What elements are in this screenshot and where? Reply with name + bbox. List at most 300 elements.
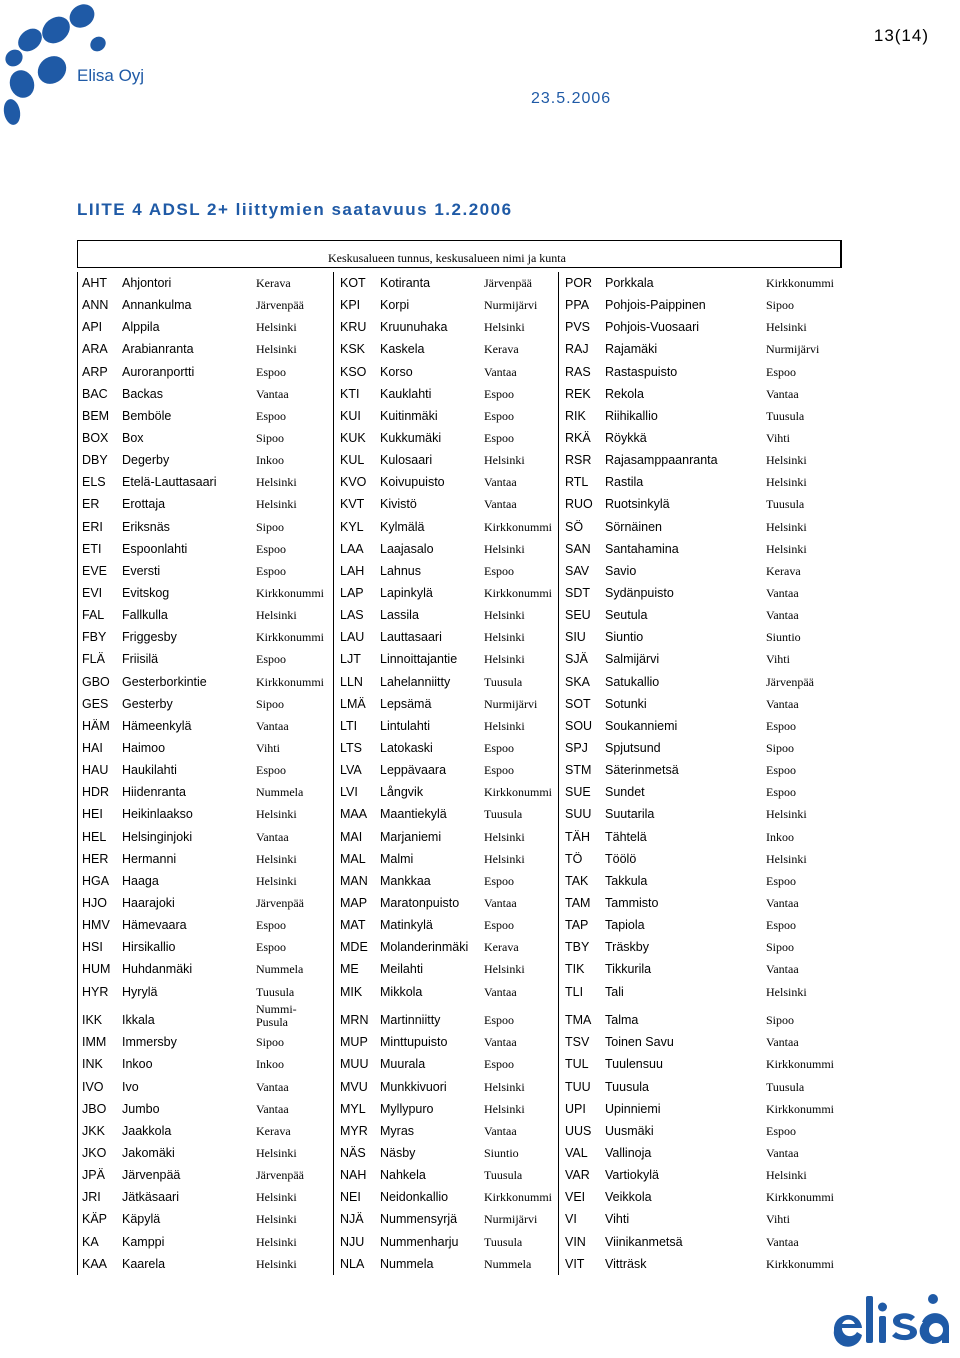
table-row bbox=[77, 471, 841, 493]
exchange-name: Vihti bbox=[605, 1212, 630, 1227]
municipality: Espoo bbox=[484, 430, 514, 445]
municipality: Vantaa bbox=[766, 895, 799, 910]
exchange-code: PVS bbox=[565, 320, 591, 335]
exchange-code: STM bbox=[565, 763, 592, 778]
exchange-name: Kamppi bbox=[122, 1234, 165, 1249]
exchange-name: Kauklahti bbox=[380, 386, 432, 401]
municipality: Nurmijärvi bbox=[484, 696, 538, 711]
municipality: Espoo bbox=[766, 785, 796, 800]
exchange-name: Kaskela bbox=[380, 342, 425, 357]
municipality: Helsinki bbox=[766, 851, 807, 866]
municipality: Kirkkonummi bbox=[766, 1057, 834, 1072]
exchange-name: Box bbox=[122, 430, 144, 445]
municipality: Järvenpää bbox=[256, 895, 304, 910]
exchange-code: LAP bbox=[340, 585, 364, 600]
exchange-code: SUU bbox=[565, 807, 592, 822]
municipality: Helsinki bbox=[766, 984, 807, 999]
exchange-code: MUP bbox=[340, 1035, 368, 1050]
exchange-code: LAA bbox=[340, 541, 364, 556]
exchange-code: JKO bbox=[82, 1145, 107, 1160]
municipality: Espoo bbox=[484, 740, 514, 755]
municipality: Helsinki bbox=[766, 320, 807, 335]
exchange-code: NAH bbox=[340, 1168, 367, 1183]
exchange-code: BAC bbox=[82, 386, 108, 401]
exchange-name: Lepsämä bbox=[380, 696, 432, 711]
municipality: Kirkkonummi bbox=[766, 276, 834, 290]
exchange-name: Säterinmetsä bbox=[605, 763, 679, 778]
municipality: Vantaa bbox=[256, 386, 289, 401]
municipality: Vantaa bbox=[256, 1101, 289, 1116]
municipality: Inkoo bbox=[256, 453, 284, 468]
exchange-name: Munkkivuori bbox=[380, 1079, 447, 1094]
exchange-name: Degerby bbox=[122, 453, 170, 468]
exchange-code: MDE bbox=[340, 940, 368, 955]
exchange-name: Kukkumäki bbox=[380, 430, 442, 445]
exchange-name: Vallinoja bbox=[605, 1145, 652, 1160]
municipality: Kerava bbox=[766, 563, 801, 578]
municipality: Nurmijärvi bbox=[766, 342, 820, 357]
municipality: Espoo bbox=[484, 873, 514, 888]
municipality: Nummela bbox=[484, 1256, 532, 1271]
table-row bbox=[77, 848, 841, 870]
exchange-name: Friggesby bbox=[122, 630, 177, 645]
table-caption: Keskusalueen tunnus, keskusalueen nimi ja kunta bbox=[328, 251, 566, 265]
municipality: Helsinki bbox=[484, 541, 525, 556]
exchange-code: TUL bbox=[565, 1057, 589, 1072]
exchange-name: Spjutsund bbox=[605, 740, 661, 755]
exchange-code: FAL bbox=[82, 608, 105, 623]
municipality: Helsinki bbox=[484, 1079, 525, 1094]
exchange-code: NLA bbox=[340, 1256, 365, 1271]
exchange-code: NJU bbox=[340, 1234, 365, 1249]
municipality: Kirkkonummi bbox=[766, 1256, 834, 1271]
municipality: Sipoo bbox=[256, 519, 285, 534]
exchange-name: Linnoittajantie bbox=[380, 652, 458, 667]
municipality: Helsinki bbox=[256, 320, 297, 335]
exchange-code: VAR bbox=[565, 1168, 590, 1183]
exchange-name: Huhdanmäki bbox=[122, 962, 193, 977]
table-row bbox=[77, 449, 841, 471]
exchange-code: VI bbox=[565, 1212, 577, 1227]
municipality: Espoo bbox=[256, 763, 286, 778]
municipality: Helsinki bbox=[766, 1168, 807, 1183]
municipality: Vantaa bbox=[766, 386, 799, 401]
municipality: Espoo bbox=[484, 563, 514, 578]
exchange-name: Mankkaa bbox=[380, 873, 431, 888]
exchange-code: TUU bbox=[565, 1079, 591, 1094]
exchange-code: PPA bbox=[565, 298, 590, 313]
exchange-code: JKK bbox=[82, 1123, 105, 1138]
table-row bbox=[77, 316, 841, 338]
exchange-name: Annankulma bbox=[122, 298, 192, 313]
table-row bbox=[77, 538, 841, 560]
exchange-code: MUU bbox=[340, 1057, 369, 1072]
municipality: Nummi-Pusula bbox=[256, 1001, 297, 1029]
exchange-code: MVU bbox=[340, 1079, 368, 1094]
exchange-code: KSO bbox=[340, 364, 367, 379]
exchange-name: Santahamina bbox=[605, 541, 679, 556]
table-caption-row bbox=[78, 241, 842, 268]
exchange-name: Ikkala bbox=[122, 1012, 155, 1027]
municipality: Tuusula bbox=[766, 497, 805, 512]
municipality: Vihti bbox=[766, 1212, 790, 1227]
exchange-code: LAU bbox=[340, 630, 365, 645]
exchange-name: Seutula bbox=[605, 608, 648, 623]
municipality: Kirkkonummi bbox=[484, 785, 552, 800]
exchange-code: RAJ bbox=[565, 342, 589, 357]
exchange-name: Lapinkylä bbox=[380, 585, 433, 600]
exchange-name: Hiidenranta bbox=[122, 785, 186, 800]
table-row bbox=[77, 914, 841, 936]
exchange-name: Tapiola bbox=[605, 918, 645, 933]
exchange-name: Sörnäinen bbox=[605, 519, 662, 534]
municipality: Kirkkonummi bbox=[484, 1190, 552, 1205]
exchange-name: Töölö bbox=[605, 851, 637, 866]
exchange-code: TLI bbox=[565, 984, 584, 999]
exchange-table bbox=[77, 272, 841, 1275]
exchange-name: Hyrylä bbox=[122, 984, 158, 999]
municipality: Tuusula bbox=[484, 807, 523, 822]
table-row bbox=[77, 1031, 841, 1053]
exchange-name: Espoonlahti bbox=[122, 541, 188, 556]
table-row bbox=[77, 737, 841, 759]
exchange-name: Kaarela bbox=[122, 1256, 166, 1271]
exchange-name: Siuntio bbox=[605, 630, 644, 645]
table-header-box bbox=[77, 240, 842, 268]
table-row bbox=[77, 1003, 841, 1032]
municipality: Tuusula bbox=[256, 984, 295, 999]
municipality: Espoo bbox=[484, 1012, 514, 1027]
table-row bbox=[77, 427, 841, 449]
municipality: Helsinki bbox=[256, 851, 297, 866]
municipality: Vantaa bbox=[256, 718, 289, 733]
municipality: Vantaa bbox=[766, 696, 799, 711]
exchange-code: REK bbox=[565, 386, 591, 401]
exchange-code: HYR bbox=[82, 984, 109, 999]
municipality: Helsinki bbox=[766, 807, 807, 822]
municipality: Helsinki bbox=[256, 1234, 297, 1249]
municipality: Helsinki bbox=[484, 652, 525, 667]
table-row bbox=[77, 582, 841, 604]
exchange-code: JBO bbox=[82, 1101, 107, 1116]
exchange-name: Jumbo bbox=[122, 1101, 160, 1116]
exchange-name: Korpi bbox=[380, 298, 410, 313]
municipality: Helsinki bbox=[766, 453, 807, 468]
exchange-code: KA bbox=[82, 1234, 99, 1249]
exchange-name: Tuulensuu bbox=[605, 1057, 663, 1072]
exchange-name: Haarajoki bbox=[122, 895, 175, 910]
exchange-name: Erottaja bbox=[122, 497, 166, 512]
exchange-name: Upinniemi bbox=[605, 1101, 661, 1116]
municipality: Espoo bbox=[766, 1123, 796, 1138]
municipality: Nurmijärvi bbox=[484, 1212, 538, 1227]
exchange-code: NJÄ bbox=[340, 1212, 364, 1227]
municipality: Tuusula bbox=[766, 1079, 805, 1094]
exchange-code: TBY bbox=[565, 940, 590, 955]
exchange-name: Rajamäki bbox=[605, 342, 658, 357]
exchange-name: Jakomäki bbox=[122, 1145, 175, 1160]
exchange-name: Lahnus bbox=[380, 563, 422, 578]
exchange-name: Tammisto bbox=[605, 895, 659, 910]
exchange-name: Maratonpuisto bbox=[380, 895, 460, 910]
exchange-code: SKA bbox=[565, 674, 591, 689]
exchange-code: LTI bbox=[340, 718, 358, 733]
table-row bbox=[77, 1253, 841, 1275]
page-number: 13(14) bbox=[873, 26, 929, 45]
exchange-code: SIU bbox=[565, 630, 586, 645]
exchange-code: SAV bbox=[565, 563, 590, 578]
exchange-name: Näsby bbox=[380, 1145, 416, 1160]
exchange-name: Röykkä bbox=[605, 430, 647, 445]
exchange-code: KVO bbox=[340, 475, 367, 490]
municipality: Järvenpää bbox=[766, 674, 814, 689]
municipality: Kirkkonummi bbox=[256, 585, 324, 600]
exchange-name: Auroranportti bbox=[122, 364, 195, 379]
exchange-code: SÖ bbox=[565, 519, 584, 534]
exchange-code: HÄM bbox=[82, 718, 110, 733]
exchange-code: KAA bbox=[82, 1256, 108, 1271]
exchange-name: Lauttasaari bbox=[380, 630, 442, 645]
exchange-code: IMM bbox=[82, 1035, 107, 1050]
exchange-name: Heikinlaakso bbox=[122, 807, 193, 822]
municipality: Kerava bbox=[256, 276, 291, 290]
exchange-code: VAL bbox=[565, 1145, 588, 1160]
municipality: Sipoo bbox=[766, 740, 795, 755]
exchange-code: ETI bbox=[82, 541, 102, 556]
exchange-code: BEM bbox=[82, 408, 110, 423]
exchange-name: Sundet bbox=[605, 785, 645, 800]
exchange-code: LLN bbox=[340, 674, 363, 689]
exchange-name: Arabianranta bbox=[122, 342, 194, 357]
exchange-name: Kulosaari bbox=[380, 453, 433, 468]
municipality: Sipoo bbox=[766, 1012, 795, 1027]
municipality: Espoo bbox=[484, 1057, 514, 1072]
municipality: Espoo bbox=[484, 386, 514, 401]
exchange-code: SEU bbox=[565, 608, 591, 623]
exchange-code: KTI bbox=[340, 386, 360, 401]
municipality: Espoo bbox=[766, 763, 796, 778]
table-row bbox=[77, 826, 841, 848]
exchange-code: HEL bbox=[82, 829, 107, 844]
table-row bbox=[77, 693, 841, 715]
exchange-code: ERI bbox=[82, 519, 103, 534]
exchange-code: MAI bbox=[340, 829, 363, 844]
exchange-name: Evitskog bbox=[122, 585, 170, 600]
municipality: Helsinki bbox=[256, 1145, 297, 1160]
exchange-code: MAN bbox=[340, 873, 368, 888]
exchange-name: Jätkäsaari bbox=[122, 1190, 179, 1205]
municipality: Kirkkonummi bbox=[766, 1190, 834, 1205]
exchange-code: BOX bbox=[82, 430, 109, 445]
exchange-code: SOT bbox=[565, 696, 591, 711]
exchange-code: SJÄ bbox=[565, 652, 588, 667]
municipality: Helsinki bbox=[256, 873, 297, 888]
exchange-code: KOT bbox=[340, 276, 366, 290]
exchange-name: Toinen Savu bbox=[605, 1035, 674, 1050]
municipality: Espoo bbox=[766, 364, 796, 379]
municipality: Helsinki bbox=[256, 497, 297, 512]
municipality: Espoo bbox=[484, 408, 514, 423]
table-row bbox=[77, 870, 841, 892]
municipality: Vantaa bbox=[256, 1079, 289, 1094]
exchange-name: Nummenharju bbox=[380, 1234, 459, 1249]
table-row bbox=[77, 981, 841, 1003]
exchange-name: Vitträsk bbox=[605, 1256, 647, 1271]
municipality: Helsinki bbox=[766, 541, 807, 556]
exchange-code: NÄS bbox=[340, 1145, 366, 1160]
municipality: Espoo bbox=[484, 918, 514, 933]
exchange-name: Helsinginjoki bbox=[122, 829, 193, 844]
exchange-name: Gesterby bbox=[122, 696, 173, 711]
municipality: Helsinki bbox=[484, 630, 525, 645]
municipality: Kerava bbox=[256, 1123, 291, 1138]
exchange-name: Träskby bbox=[605, 940, 649, 955]
exchange-code: LAS bbox=[340, 608, 364, 623]
municipality: Kerava bbox=[484, 342, 519, 357]
exchange-name: Hämevaara bbox=[122, 918, 187, 933]
exchange-code: UPI bbox=[565, 1101, 586, 1116]
table-row bbox=[77, 958, 841, 980]
exchange-code: HSI bbox=[82, 940, 103, 955]
exchange-name: Myras bbox=[380, 1123, 415, 1138]
exchange-code: UUS bbox=[565, 1123, 592, 1138]
exchange-name: Mikkola bbox=[380, 984, 423, 999]
exchange-code: TAM bbox=[565, 895, 591, 910]
municipality: Helsinki bbox=[256, 475, 297, 490]
exchange-code: POR bbox=[565, 276, 593, 290]
exchange-name: Marjaniemi bbox=[380, 829, 442, 844]
exchange-code: SPJ bbox=[565, 740, 588, 755]
table-row bbox=[77, 626, 841, 648]
exchange-name: Kivistö bbox=[380, 497, 417, 512]
exchange-code: LAH bbox=[340, 563, 365, 578]
table-row bbox=[77, 715, 841, 737]
exchange-name: Martinniitty bbox=[380, 1012, 441, 1027]
exchange-name: Haukilahti bbox=[122, 763, 177, 778]
exchange-code: KRU bbox=[340, 320, 367, 335]
exchange-name: Viinikanmetsä bbox=[605, 1234, 683, 1249]
municipality: Vantaa bbox=[766, 608, 799, 623]
municipality: Vihti bbox=[766, 430, 790, 445]
table-row bbox=[77, 405, 841, 427]
exchange-code: RKÄ bbox=[565, 430, 591, 445]
exchange-name: Hämeenkylä bbox=[122, 718, 192, 733]
exchange-code: HAI bbox=[82, 740, 103, 755]
exchange-name: Ivo bbox=[122, 1079, 139, 1094]
exchange-name: Pohjois-Vuosaari bbox=[605, 320, 700, 335]
exchange-code: AHT bbox=[82, 276, 107, 290]
municipality: Vantaa bbox=[484, 475, 517, 490]
exchange-name: Korso bbox=[380, 364, 413, 379]
table-row bbox=[77, 272, 841, 294]
municipality: Kirkkonummi bbox=[484, 585, 552, 600]
exchange-name: Ahjontori bbox=[122, 276, 172, 290]
exchange-code: KÄP bbox=[82, 1212, 108, 1227]
table-row bbox=[77, 648, 841, 670]
table-row bbox=[77, 361, 841, 383]
municipality: Tuusula bbox=[484, 1168, 523, 1183]
exchange-name: Hirsikallio bbox=[122, 940, 176, 955]
exchange-name: Lassila bbox=[380, 608, 419, 623]
exchange-code: HAU bbox=[82, 763, 109, 778]
table-row bbox=[77, 493, 841, 515]
municipality: Helsinki bbox=[484, 1101, 525, 1116]
municipality: Helsinki bbox=[256, 807, 297, 822]
table-row bbox=[77, 1053, 841, 1075]
exchange-code: LMÄ bbox=[340, 696, 366, 711]
exchange-code: VEI bbox=[565, 1190, 586, 1205]
exchange-name: Neidonkallio bbox=[380, 1190, 449, 1205]
exchange-name: Tali bbox=[605, 984, 624, 999]
municipality: Helsinki bbox=[766, 475, 807, 490]
exchange-name: Alppila bbox=[122, 320, 160, 335]
exchange-code: TIK bbox=[565, 962, 585, 977]
municipality: Vihti bbox=[766, 652, 790, 667]
municipality: Vantaa bbox=[256, 829, 289, 844]
municipality: Inkoo bbox=[256, 1057, 284, 1072]
municipality: Helsinki bbox=[484, 851, 525, 866]
municipality: Kirkkonummi bbox=[256, 674, 324, 689]
exchange-code: HGA bbox=[82, 873, 110, 888]
exchange-name: Latokaski bbox=[380, 740, 433, 755]
municipality: Espoo bbox=[766, 918, 796, 933]
exchange-name: Koivupuisto bbox=[380, 475, 445, 490]
municipality: Helsinki bbox=[256, 608, 297, 623]
exchange-name: Rastaspuisto bbox=[605, 364, 678, 379]
exchange-code: KUI bbox=[340, 408, 361, 423]
table-row bbox=[77, 560, 841, 582]
exchange-name: Käpylä bbox=[122, 1212, 161, 1227]
exchange-code: SOU bbox=[565, 718, 593, 733]
exchange-name: Fallkulla bbox=[122, 608, 168, 623]
municipality: Tuusula bbox=[484, 1234, 523, 1249]
exchange-code: KPI bbox=[340, 298, 361, 313]
exchange-name: Veikkola bbox=[605, 1190, 652, 1205]
municipality: Espoo bbox=[256, 652, 286, 667]
exchange-name: Tikkurila bbox=[605, 962, 652, 977]
exchange-name: Gesterborkintie bbox=[122, 674, 207, 689]
municipality: Vantaa bbox=[484, 497, 517, 512]
table-row bbox=[77, 1231, 841, 1253]
exchange-name: Rajasamppaanranta bbox=[605, 453, 718, 468]
table-row bbox=[77, 1120, 841, 1142]
municipality: Helsinki bbox=[484, 453, 525, 468]
exchange-name: Lintulahti bbox=[380, 718, 431, 733]
table-row bbox=[77, 338, 841, 360]
exchange-code: TÄH bbox=[565, 829, 590, 844]
municipality: Sipoo bbox=[766, 298, 795, 313]
exchange-name: Uusmäki bbox=[605, 1123, 654, 1138]
exchange-name: Pohjois-Paippinen bbox=[605, 298, 706, 313]
municipality: Sipoo bbox=[256, 696, 285, 711]
exchange-code: SDT bbox=[565, 585, 590, 600]
exchange-name: Eriksnäs bbox=[122, 519, 170, 534]
municipality: Järvenpää bbox=[484, 276, 532, 290]
exchange-code: TAK bbox=[565, 873, 589, 888]
municipality: Helsinki bbox=[484, 962, 525, 977]
exchange-code: MAA bbox=[340, 807, 368, 822]
exchange-code: API bbox=[82, 320, 103, 335]
table-row bbox=[77, 1186, 841, 1208]
exchange-code: HUM bbox=[82, 962, 111, 977]
exchange-code: RSR bbox=[565, 453, 592, 468]
exchange-code: ANN bbox=[82, 298, 109, 313]
municipality: Espoo bbox=[256, 563, 286, 578]
municipality: Vantaa bbox=[766, 1234, 799, 1249]
exchange-code: ARP bbox=[82, 364, 108, 379]
exchange-name: Kylmälä bbox=[380, 519, 425, 534]
exchange-code: KSK bbox=[340, 342, 366, 357]
